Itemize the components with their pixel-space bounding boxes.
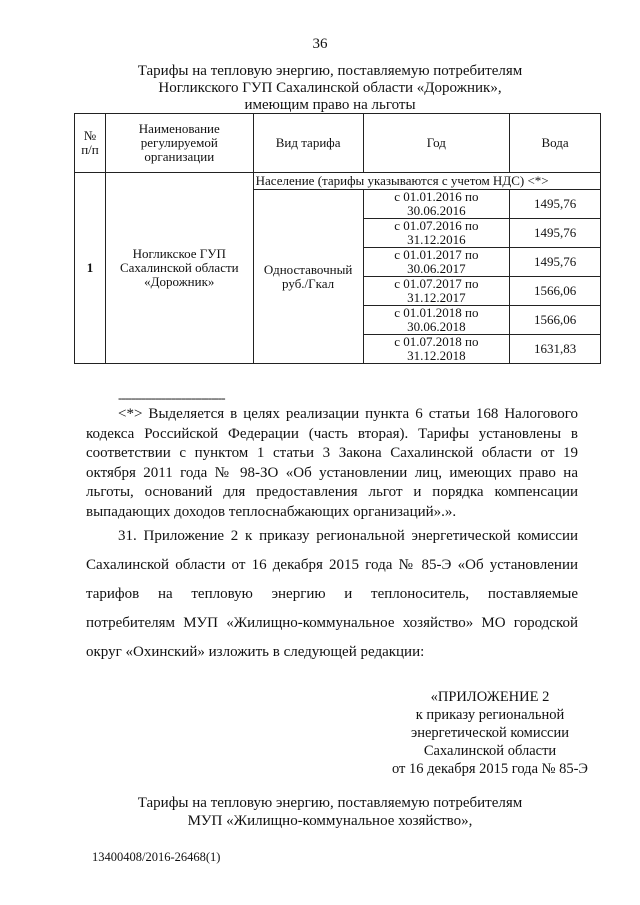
footnote-separator: -------------------------------- bbox=[118, 390, 225, 405]
water-cell: 1631,83 bbox=[510, 335, 601, 364]
table-header-row bbox=[75, 114, 601, 173]
paragraph-31 bbox=[86, 522, 578, 667]
title-line: МУП «Жилищно-коммунальное хозяйство», bbox=[187, 813, 473, 829]
footnote bbox=[86, 405, 578, 522]
organization-cell: Ногликское ГУП Сахалинской области «Дорожник» bbox=[105, 173, 253, 364]
document-id: 13400408/2016-26468(1) bbox=[92, 850, 221, 864]
period-cell: с 01.01.2016 по 30.06.2016 bbox=[363, 190, 510, 219]
period-cell: с 01.01.2017 по 30.06.2017 bbox=[363, 248, 510, 277]
appendix-line: от 16 декабря 2015 года № 85-Э bbox=[392, 761, 588, 777]
water-cell: 1495,76 bbox=[510, 248, 601, 277]
appendix-header bbox=[380, 688, 600, 778]
header-num: № п/п bbox=[75, 114, 106, 173]
appendix-line: Сахалинской области bbox=[423, 743, 557, 759]
appendix-line: «ПРИЛОЖЕНИЕ 2 bbox=[430, 689, 550, 705]
period-cell: с 01.07.2016 по 31.12.2016 bbox=[363, 219, 510, 248]
period-cell: с 01.07.2017 по 31.12.2017 bbox=[363, 277, 510, 306]
title-line: имеющим право на льготы bbox=[244, 97, 416, 113]
appendix-line: энергетической комиссии bbox=[410, 725, 570, 741]
page-number: 36 bbox=[312, 36, 328, 52]
population-row bbox=[75, 173, 601, 190]
tariff-table bbox=[74, 113, 601, 364]
water-cell: 1495,76 bbox=[510, 190, 601, 219]
header-water: Вода bbox=[510, 114, 601, 173]
header-year: Год bbox=[363, 114, 510, 173]
water-cell: 1495,76 bbox=[510, 219, 601, 248]
water-cell: 1566,06 bbox=[510, 277, 601, 306]
title-line: Тарифы на тепловую энергию, поставляемую потребителям bbox=[137, 63, 523, 79]
row-num: 1 bbox=[75, 173, 106, 364]
header-tariff-type: Вид тарифа bbox=[253, 114, 363, 173]
title-line: Тарифы на тепловую энергию, поставляемую потребителям bbox=[137, 795, 523, 811]
table-title bbox=[80, 63, 580, 114]
title-line: Ногликского ГУП Сахалинской области «Дорожник», bbox=[158, 80, 502, 96]
tariff-type-cell: Одноставочный руб./Гкал bbox=[253, 190, 363, 364]
water-cell: 1566,06 bbox=[510, 306, 601, 335]
footnote-text: <*> Выделяется в целях реализации пункта 6 статьи 168 Налогового кодекса Российской Федерации (часть вторая). Тарифы установлены в соответствии с пунктом 1 статьи 3 Закона Сахалинской области от 19 октября 2011 года № 98-ЗО «Об установлении лиц, имеющих право на льготы, оснований для предоставления льгот и порядка компенсации выпадающих доходов теплоснабжающих организаций».». bbox=[86, 406, 578, 520]
period-cell: с 01.07.2018 по 31.12.2018 bbox=[363, 335, 510, 364]
population-label: Население (тарифы указываются с учетом НДС) <*> bbox=[253, 173, 600, 190]
period-cell: с 01.01.2018 по 30.06.2018 bbox=[363, 306, 510, 335]
appendix-line: к приказу региональной bbox=[415, 707, 565, 723]
paragraph-31-text: 31. Приложение 2 к приказу региональной энергетической комиссии Сахалинской области от 16 декабря 2015 года № 85-Э «Об установлении тарифов на тепловую энергию и теплоноситель, поставляемые потребителям МУП «Жилищно-коммунальное хозяйство» МО городской округ «Охинский» изложить в следующей редакции: bbox=[86, 528, 578, 660]
header-organization: Наименование регулируемой организации bbox=[105, 114, 253, 173]
second-table-title bbox=[80, 794, 580, 830]
